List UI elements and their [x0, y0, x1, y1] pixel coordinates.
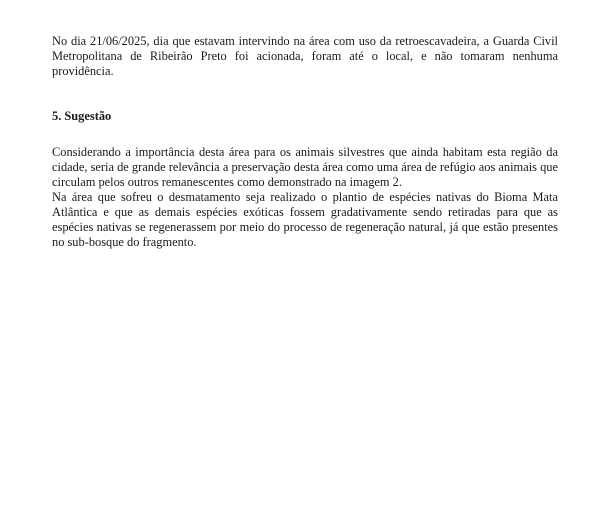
section-heading: 5. Sugestão	[52, 109, 112, 123]
intro-paragraph: No dia 21/06/2025, dia que estavam intervindo na área com uso da retroescavadeira, a Guarda Civil Metropolitana de Ribeirão Preto foi acionada, foram até o local, e não tomaram nenhuma providência.	[52, 34, 558, 78]
suggestion-paragraph-1: Considerando a importância desta área para os animais silvestres que ainda habitam esta região da cidade, seria de grande relevância a preservação desta área como uma área de refúgio aos animais que circulam pelos outros remanescentes como demonstrado na imagem 2.	[52, 145, 558, 189]
document-body	[52, 34, 558, 250]
suggestion-paragraph-2: Na área que sofreu o desmatamento seja realizado o plantio de espécies nativas do Bioma Mata Atlântica e que as demais espécies exóticas fossem gradativamente sendo retiradas para que as espécies nativas se regenerassem por meio do processo de regeneração natural, já que estão presentes no sub-bosque do fragmento.	[52, 190, 558, 249]
